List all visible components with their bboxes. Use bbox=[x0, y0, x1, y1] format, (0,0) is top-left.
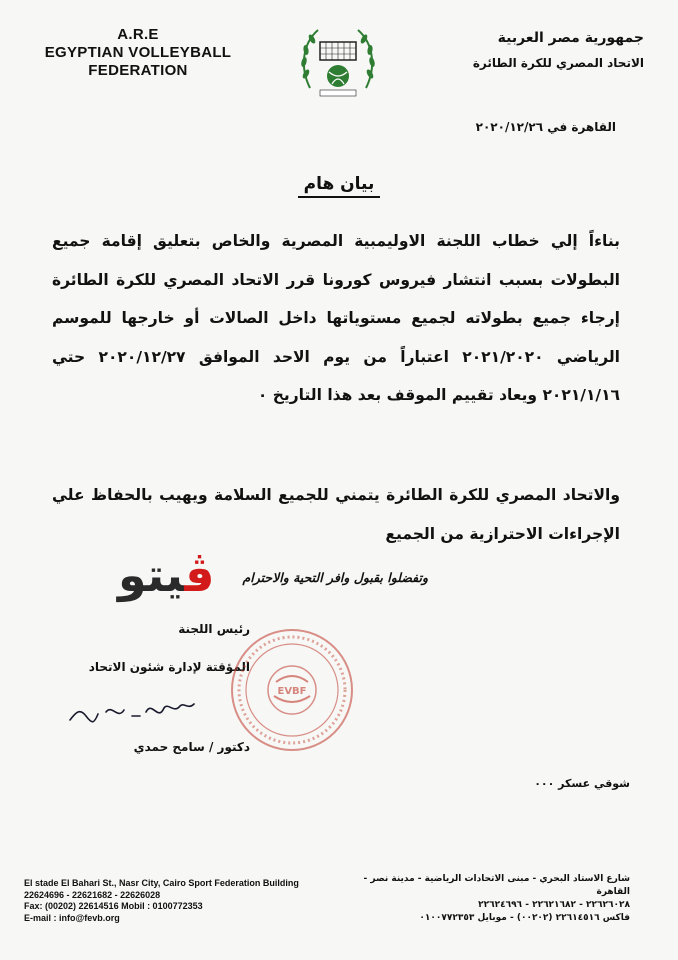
header-arabic bbox=[444, 30, 644, 70]
footer-ar-address: شارع الاستاد البحري - مبنى الاتحادات الرياضية - مدينة نصر - القاهرة bbox=[363, 874, 630, 897]
footer-ar-phones: ٢٢٦٢٦٠٢٨ - ٢٢٦٢١٦٨٢ - ٢٢٦٢٤٦٩٦ bbox=[478, 900, 630, 910]
footer-en-phones: 22624696 - 22621682 - 22626028 bbox=[24, 889, 161, 900]
signatory-name: دكتور / سامح حمدي bbox=[133, 740, 250, 754]
header-ar-line1: جمهورية مصر العربية bbox=[497, 30, 644, 46]
footer-en-address: El stade El Bahari St., Nasr City, Cairo Sport Federation Building bbox=[24, 878, 299, 888]
cc-line: شوقي عسكر ٠٠٠ bbox=[534, 777, 630, 790]
watermark-part1: ڤ bbox=[184, 548, 215, 602]
header-en-line1: A.R.E bbox=[117, 26, 159, 43]
federation-stamp-icon bbox=[228, 626, 356, 754]
signatory-title-2: المؤقتة لإدارة شئون الاتحاد bbox=[88, 660, 250, 674]
body-paragraph-1: بناءاً إلي خطاب اللجنة الاوليمبية المصرية والخاص بتعليق إقامة جميع البطولات بسبب انتشار فيروس كورونا قرر الاتحاد المصري للكرة الطائرة إرجاء جميع بطولاته لجميع مستوياتها داخل الصالات أو خارجها للموسم الرياضي ٢٠٢١/٢٠٢٠ اعتباراً من يوم الاحد الموافق ٢٠٢٠/١٢/٢٧ حتي ٢٠٢١/١/١٦ ويعاد تقييم الموقف بعد هذا التاريخ ٠ bbox=[52, 232, 620, 404]
letter-title-text: بيان هام bbox=[298, 174, 381, 198]
letter-title bbox=[0, 174, 678, 194]
signatory-title-1: رئيس اللجنة bbox=[178, 622, 250, 636]
letter-date: القاهرة في ٢٠٢٠/١٢/٢٦ bbox=[475, 120, 616, 134]
header-en-line3: FEDERATION bbox=[88, 62, 188, 79]
handwritten-signature bbox=[66, 690, 206, 730]
footer-english bbox=[24, 878, 299, 924]
footer-en-email: E-mail : info@fevb.org bbox=[24, 912, 120, 923]
watermark-part2: يتو bbox=[118, 548, 185, 602]
header-english bbox=[18, 26, 258, 80]
body-paragraph-2: والاتحاد المصري للكرة الطائرة يتمني للجميع السلامة ويهيب بالحفاظ علي الإجراءات الاحترازية من الجميع bbox=[52, 486, 620, 543]
watermark-logo bbox=[118, 548, 215, 602]
header-en-line2: EGYPTIAN VOLLEYBALL bbox=[44, 44, 232, 61]
federation-emblem-icon bbox=[296, 18, 380, 102]
footer-arabic bbox=[330, 873, 630, 925]
header-ar-line2: الاتحاد المصري للكرة الطائرة bbox=[472, 56, 644, 70]
footer-ar-fax: فاكس ٢٢٦١٤٥١٦ (٠٠٢٠٢) - موبايل ٠١٠٠٧٧٢٣٥٣ bbox=[419, 913, 630, 923]
footer-en-fax: Fax: (00202) 22614516 Mobil : 0100772353 bbox=[24, 901, 203, 911]
stamp-text: EVBF bbox=[277, 686, 307, 697]
closing-line: وتفضلوا بقبول وافر التحية والاحترام bbox=[242, 570, 428, 585]
